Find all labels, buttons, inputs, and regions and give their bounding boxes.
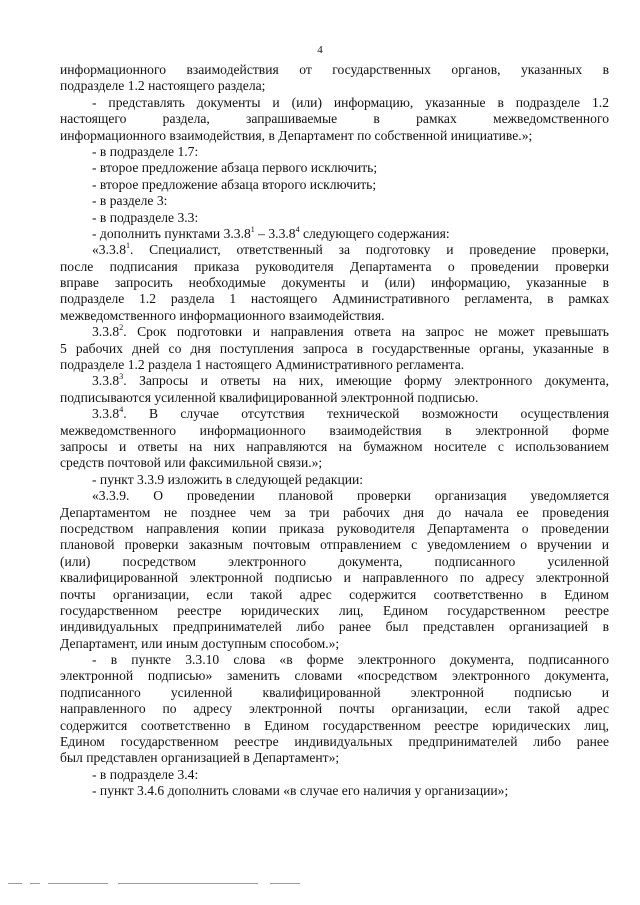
text-line: (или) посредством электронного документа, подписанного усиленной xyxy=(60,553,609,569)
text-line: - в подразделе 3.4: xyxy=(92,766,199,782)
text-line: подразделе 1.2 раздела 1 настоящего Административного регламента. xyxy=(60,357,465,373)
text-line: посредством направления копии приказа руководителя Департамента о проведении xyxy=(60,520,609,536)
text-line: - в подразделе 3.3: xyxy=(92,209,199,225)
text-line: плановой проверки заказным почтовым отправлением с уведомлением о вручении и xyxy=(60,537,609,553)
text-line: Едином государственном реестре индивидуальных предпринимателей либо ранее xyxy=(60,734,609,750)
text-line: Департамент, или иным доступным способом.»; xyxy=(60,635,340,651)
text-line: государственном реестре юридических лиц, Едином государственном реестре xyxy=(60,602,609,618)
text-line: - в подразделе 1.7: xyxy=(92,143,199,159)
text-line: направленного по адресу электронной почты организации, если такой адрес xyxy=(60,701,609,717)
text-line: «3.3.8$^1$. Специалист, ответственный за подготовку и проведение проверки, xyxy=(92,241,609,258)
text-line: был представлен организацией в Департамент»; xyxy=(60,750,340,766)
text-line: квалифицированной электронной подписью и направленного по адресу электронной xyxy=(60,570,609,586)
text-line: подписанного усиленной квалифицированной электронной подписью и xyxy=(60,684,609,700)
text-line: настоящего раздела, запрашиваемые в рамках межведомственного xyxy=(60,111,609,127)
text-line: средств почтовой или факсимильной связи.»; xyxy=(60,455,323,471)
text-line: - второе предложение абзаца первого исключить; xyxy=(92,160,378,176)
text-line: 3.3.8$^2$. Срок подготовки и направления ответа на запрос не может превышать xyxy=(92,323,609,340)
text-line: подразделе 1.2 раздела 1 настоящего Административного регламента, в рамках xyxy=(60,291,609,307)
text-line: информационного взаимодействия от государственных органов, указанных в xyxy=(60,62,609,77)
text-line: - представлять документы и (или) информацию, указанные в подразделе 1.2 xyxy=(92,94,609,110)
text-line: «3.3.9. О проведении плановой проверки организация уведомляется xyxy=(92,488,609,504)
text-line: - пункт 3.3.9 изложить в следующей редакции: xyxy=(92,471,364,487)
text-line: межведомственного информационного взаимодействия. xyxy=(60,307,385,323)
text-line: индивидуальных предпринимателей либо ранее был представлен организацией в xyxy=(60,619,609,635)
text-line: подразделе 1.2 настоящего раздела; xyxy=(60,78,266,94)
text-line: 3.3.8$^4$. В случае отсутствия технической возможности осуществления xyxy=(92,405,609,422)
text-line: 3.3.8$^3$. Запросы и ответы на них, имеющие форму электронного документа, xyxy=(92,372,609,389)
text-line: - дополнить пунктами 3.3.8$^1$ – 3.3.8$^4$ следующего содержания: xyxy=(92,224,450,241)
text-line: - второе предложение абзаца второго исключить; xyxy=(92,176,377,192)
text-line: содержится соответственно в Едином государственном реестре юридических лиц, xyxy=(60,717,609,733)
text-line: - пункт 3.4.6 дополнить словами «в случае его наличия у организации»; xyxy=(92,783,509,799)
text-line: Департаментом не позднее чем за три рабочих дня до начала ее проведения xyxy=(60,504,609,520)
text-line: информационного взаимодействия, в Департамент по собственной инициативе.»; xyxy=(60,127,533,143)
text-line: вправе запросить необходимые документы и (или) информацию, указанные в xyxy=(60,275,609,291)
text-line: межведомственного информационного взаимодействия в электронной форме xyxy=(60,422,609,438)
text-line: подписываются усиленной квалифицированной электронной подписью. xyxy=(60,389,479,405)
page-number: 4 xyxy=(317,44,323,56)
text-line: электронной подписью» заменить словами «посредством электронного документа, xyxy=(60,668,609,684)
text-line: после подписания приказа руководителя Департамента о проведении проверки xyxy=(60,258,609,274)
text-line: запросы и ответы на них направляются на бумажном носителе с использованием xyxy=(60,438,609,454)
footer-rule xyxy=(8,883,308,886)
text-line: - в пункте 3.3.10 слова «в форме электронного документа, подписанного xyxy=(92,652,609,668)
document-body xyxy=(60,62,609,800)
text-line: почты организации, если такой адрес содержится соответственно в Едином xyxy=(60,586,609,602)
text-line: - в разделе 3: xyxy=(92,193,168,209)
text-line: 5 рабочих дней со дня поступления запроса в государственные органы, указанные в xyxy=(60,340,609,356)
